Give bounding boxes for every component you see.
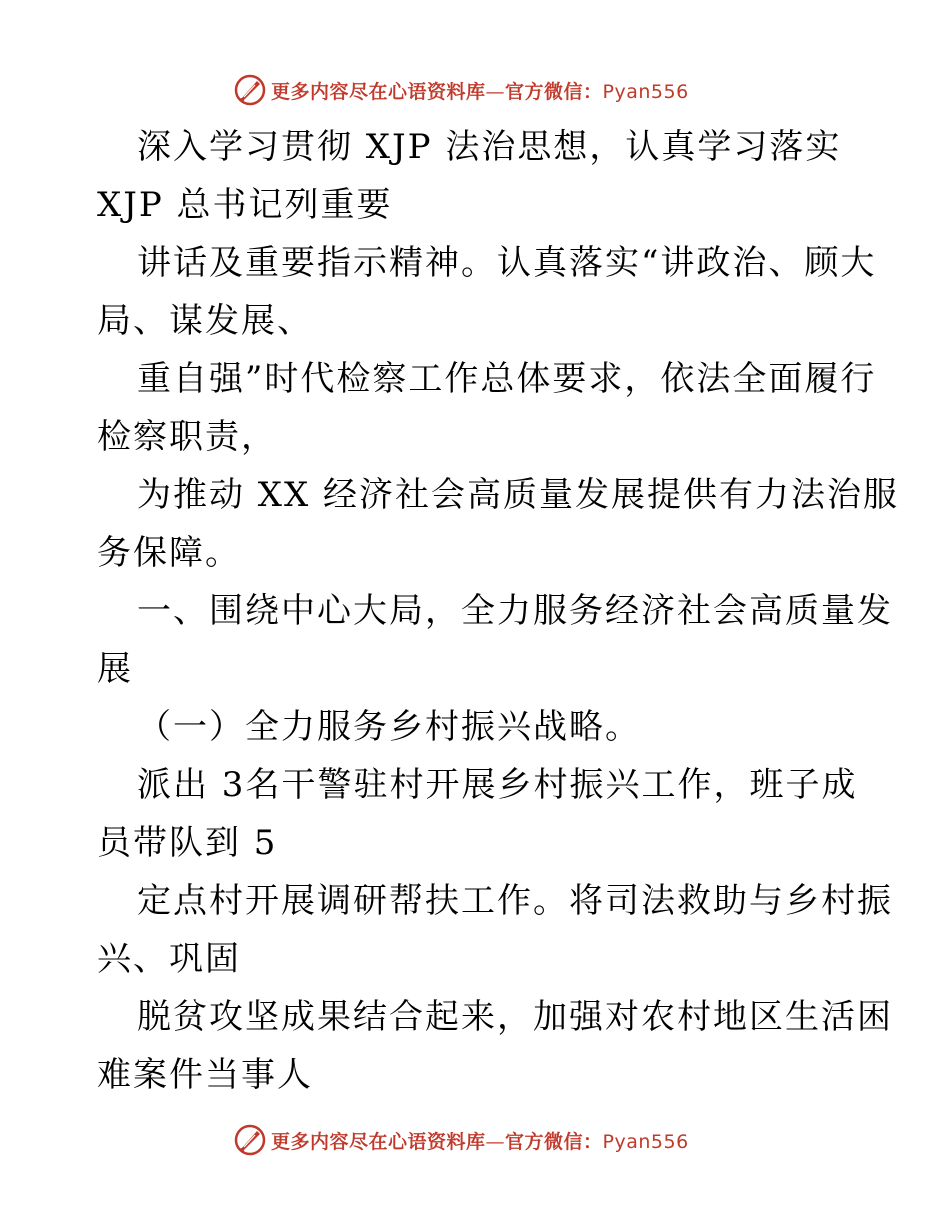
watermark-separator: — [485,80,506,103]
paragraph-line: 定点村开展调研帮扶工作。将司法救助与乡村振 [137,881,893,921]
paragraph-line: 局、谋发展、 [97,301,313,341]
paragraph-line: 检察职责， [97,417,277,457]
paragraph-line: 深入学习贯彻 XJP 法治思想，认真学习落实 [137,127,842,167]
section-heading-line: 展 [97,649,133,689]
watermark-site: 更多内容尽在心语资料库 [271,1130,486,1153]
watermark-text [271,1127,689,1154]
paragraph-line: 兴、巩固 [97,939,241,979]
watermark-wechat-id: Pyan556 [602,80,689,103]
paragraph-line: 为推动 XX 经济社会高质量发展提供有力法治服 [137,475,900,515]
watermark-site: 更多内容尽在心语资料库 [271,80,486,103]
section-heading-line: 一、围绕中心大局，全力服务经济社会高质量发 [137,591,893,631]
paragraph-line: 脱贫攻坚成果结合起来，加强对农村地区生活困 [137,997,893,1037]
paragraph-line: 员带队到 5 [97,823,278,863]
watermark-wechat-id: Pyan556 [602,1130,689,1153]
paragraph-line: 务保障。 [97,533,241,573]
paragraph-line: 难案件当事人 [97,1055,313,1095]
subsection-heading: （一）全力服务乡村振兴战略。 [137,707,641,747]
header-watermark [233,72,689,108]
feather-pen-circle-icon [233,73,267,107]
watermark-official-label: 官方微信： [505,1130,603,1153]
feather-pen-circle-icon [233,1123,267,1157]
watermark-official-label: 官方微信： [505,80,603,103]
footer-watermark [233,1122,689,1158]
body-text [97,118,900,1104]
paragraph-line: 重自强”时代检察工作总体要求，依法全面履行 [137,359,877,399]
paragraph-line: XJP 总书记列重要 [97,185,393,225]
paragraph-line: 讲话及重要指示精神。认真落实“讲政治、顾大 [137,243,877,283]
watermark-separator: — [485,1130,506,1153]
watermark-text [271,77,689,104]
paragraph-line: 派出 3名干警驻村开展乡村振兴工作，班子成 [137,765,858,805]
